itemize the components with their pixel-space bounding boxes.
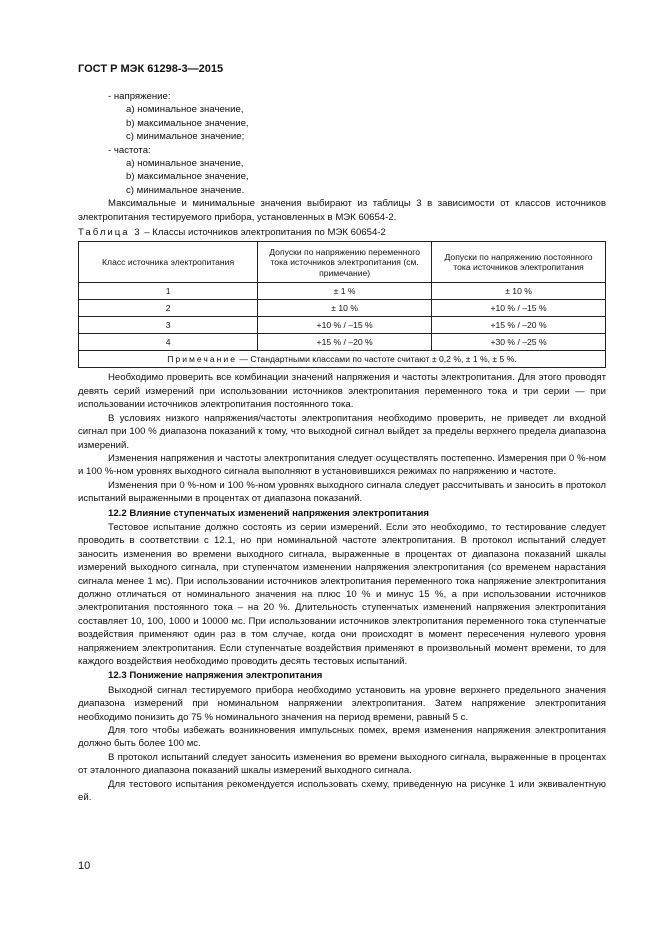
paragraph: В условиях низкого напряжения/частоты электропитания необходимо проверить, не приведет ли входной сигнал при 100 % диапазона показаний к тому, что выходной сигнал выйдет за пределы верхнего предела диапазона измерений. xyxy=(78,412,606,451)
table-note-label: Примечание xyxy=(167,354,237,365)
table-header-cell: Допуски по напряжению постоянного тока источников электропитания xyxy=(432,242,606,283)
table-cell: +10 % / –15 % xyxy=(258,317,432,334)
table-note-text: — Стандартными классами по частоте считают ± 0,2 %, ± 1 %, ± 5 %. xyxy=(237,354,517,365)
list-item: c) минимальное значение; xyxy=(126,131,245,143)
table-cell: +15 % / –20 % xyxy=(258,334,432,351)
page-number: 10 xyxy=(78,860,91,872)
paragraph: Для тестового испытания рекомендуется использовать схему, приведенную на рисунке 1 или эквивалентную ей. xyxy=(78,778,606,804)
paragraph: Изменения при 0 %-ном и 100 %-ном уровнях выходного сигнала следует рассчитывать и заносить в протокол испытаний выраженными в процентах от диапазона показаний. xyxy=(78,479,606,505)
paragraph: Необходимо проверить все комбинации значений напряжения и частоты электропитания. Для этого проводят девять серий измерений при использовании источников электропитания переменного тока и три серии — при использовании источников электропитания постоянного тока. xyxy=(78,372,606,411)
table-row xyxy=(79,300,606,317)
paragraph: Для того чтобы избежать возникновения импульсных помех, время изменения напряжения электропитания должно быть более 100 мс. xyxy=(78,725,606,750)
table-caption-label: Таблица 3 xyxy=(78,227,142,239)
power-supply-classes-table xyxy=(78,241,606,368)
table-caption-text: – Классы источников электропитания по МЭК 60654-2 xyxy=(141,227,386,239)
table-note-row xyxy=(79,351,606,368)
table-header-cell: Допуски по напряжению переменного тока источников электропитания (см. примечание) xyxy=(258,242,432,283)
table-cell: 1 xyxy=(79,283,258,300)
table-cell: +30 % / –25 % xyxy=(432,334,606,351)
paragraph: В протокол испытаний следует заносить изменения во времени выходного сигнала, выраженные в процентах от эталонного диапазона показаний шкалы измерений выходного сигнала. xyxy=(78,751,606,777)
paragraph: Изменения напряжения и частоты электропитания следует осуществлять постепенно. Измерения при 0 %-ном и 100 %-ном уровнях выходного сигнала выполняют в установившихся режимах по напряжению и частоте. xyxy=(78,452,606,478)
table-header-cell: Класс источника электропитания xyxy=(79,242,258,283)
table-caption xyxy=(78,226,606,239)
table-cell: 4 xyxy=(79,334,258,351)
section-heading: 12.3 Понижение напряжения электропитания xyxy=(108,670,323,682)
table-cell: ± 10 % xyxy=(432,283,606,300)
list-item: a) номинальное значение, xyxy=(126,104,244,116)
paragraph: Максимальные и минимальные значения выбирают из таблицы 3 в зависимости от классов источников электропитания тестируемого прибора, установленных в МЭК 60654-2. xyxy=(78,198,606,223)
table-row xyxy=(79,317,606,334)
list-item: - частота: xyxy=(108,144,151,156)
table-cell: 2 xyxy=(79,300,258,317)
table-cell: ± 10 % xyxy=(258,300,432,317)
paragraph: Выходной сигнал тестируемого прибора необходимо установить на уровне верхнего предельного значения диапазона измерений при номинальном напряжении электропитания. Затем напряжение электропитания необходимо понизить до 75 % номинального значения на период времени, равный 5 с. xyxy=(78,684,606,723)
list-item: b) максимальное значение, xyxy=(126,117,249,129)
paragraph: Тестовое испытание должно состоять из серии измерений. Если это необходимо, то тестирование следует проводить в соответствии с 12.1, но при номинальной частоте электропитания. В протокол испытаний следует заносить изменения во времени выходного сигнала, выраженные в процентах от диапазона показаний шкалы измерений выходного сигнала, при ступенчатом изменении напряжения электропитания (со временем нарастания сигнала менее 1 мс). При использовании источников электропитания переменного тока напряжение электропитания должно отличаться от номинального значения на плюс 10 % и минус 15 %, а при использовании источников электропитания постоянного тока – на 20 %. Длительность ступенчатых изменений напряжения электропитания составляет 10, 100, 1000 и 10000 мс. При использовании источников электропитания переменного тока ступенчатые воздействия применяют один раз в том случае, когда они происходят в момент пересечения нулевого уровня напряжением электропитания. Если ступенчатые воздействия применяют в произвольный момент времени, то для каждого воздействия необходимо проводить десять тестовых испытаний. xyxy=(78,521,606,667)
parameter-list xyxy=(78,90,606,197)
page-content xyxy=(78,90,606,804)
table-cell: 3 xyxy=(79,317,258,334)
table-cell: +10 % / –15 % xyxy=(432,300,606,317)
table-row xyxy=(79,334,606,351)
list-item: c) минимальное значение. xyxy=(126,184,245,196)
list-item: a) номинальное значение, xyxy=(126,158,244,170)
table-note xyxy=(79,351,606,368)
section-heading: 12.2 Влияние ступенчатых изменений напряжения электропитания xyxy=(108,507,429,519)
list-item: b) максимальное значение, xyxy=(126,171,249,183)
table-cell: ± 1 % xyxy=(258,283,432,300)
document-header: ГОСТ Р МЭК 61298-3—2015 xyxy=(78,63,224,75)
table-cell: +15 % / –20 % xyxy=(432,317,606,334)
table-header-row xyxy=(79,242,606,283)
table-row xyxy=(79,283,606,300)
list-item: - напряжение: xyxy=(108,91,171,102)
